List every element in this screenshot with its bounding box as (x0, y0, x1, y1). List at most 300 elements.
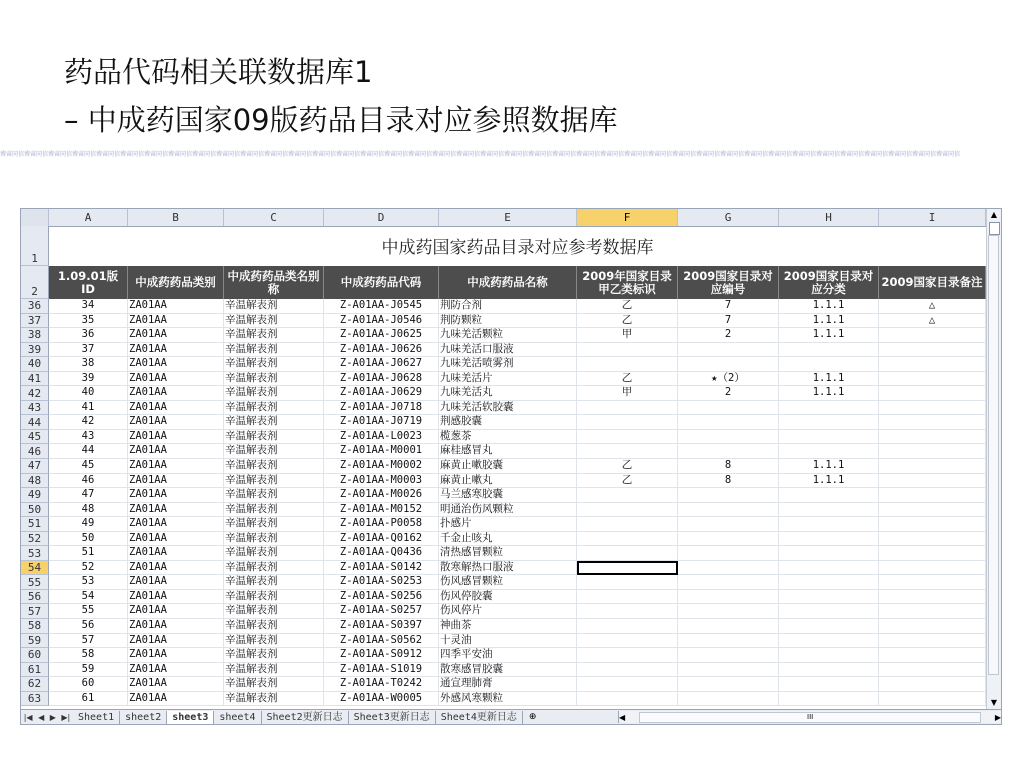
table-cell[interactable] (879, 619, 986, 634)
table-cell[interactable] (577, 575, 678, 590)
table-cell[interactable] (779, 503, 879, 518)
table-cell[interactable]: 辛温解表剂 (224, 372, 324, 387)
table-cell[interactable] (678, 343, 779, 358)
table-cell[interactable] (577, 677, 678, 692)
table-cell[interactable]: 1.1.1 (779, 474, 879, 489)
header-cell[interactable]: 2009年国家目录甲乙类标识 (577, 266, 678, 299)
table-cell[interactable] (577, 604, 678, 619)
table-cell[interactable]: Z-A01AA-J0718 (324, 401, 439, 416)
table-cell[interactable]: 34 (49, 299, 128, 314)
table-cell[interactable] (779, 692, 879, 707)
table-cell[interactable] (879, 372, 986, 387)
table-cell[interactable] (678, 663, 779, 678)
table-cell[interactable]: ZA01AA (128, 343, 224, 358)
prev-sheet-icon[interactable]: ◀ (38, 712, 45, 722)
table-cell[interactable]: Z-A01AA-S0257 (324, 604, 439, 619)
column-header-d[interactable]: D (324, 209, 439, 226)
table-cell[interactable] (879, 343, 986, 358)
table-cell[interactable]: ZA01AA (128, 677, 224, 692)
table-cell[interactable] (779, 532, 879, 547)
table-cell[interactable] (577, 444, 678, 459)
table-cell[interactable]: 39 (49, 372, 128, 387)
table-cell[interactable]: 伤风停胶囊 (439, 590, 577, 605)
table-cell[interactable] (577, 648, 678, 663)
table-cell[interactable]: 九味羌活口服液 (439, 343, 577, 358)
table-cell[interactable]: ZA01AA (128, 692, 224, 707)
table-cell[interactable]: 麻黄止嗽胶囊 (439, 459, 577, 474)
table-cell[interactable]: ZA01AA (128, 459, 224, 474)
table-cell[interactable]: Z-A01AA-J0627 (324, 357, 439, 372)
table-cell[interactable]: ZA01AA (128, 430, 224, 445)
table-cell[interactable]: 辛温解表剂 (224, 357, 324, 372)
table-cell[interactable] (779, 343, 879, 358)
row-number[interactable]: 39 (21, 343, 49, 358)
table-cell[interactable]: Z-A01AA-J0719 (324, 415, 439, 430)
table-cell[interactable] (879, 386, 986, 401)
table-cell[interactable]: 1.1.1 (779, 372, 879, 387)
table-cell[interactable]: 40 (49, 386, 128, 401)
table-cell[interactable]: Z-A01AA-M0152 (324, 503, 439, 518)
table-cell[interactable]: ZA01AA (128, 314, 224, 329)
table-cell[interactable]: ZA01AA (128, 372, 224, 387)
header-cell[interactable]: 1.09.01版 ID (49, 266, 128, 299)
table-cell[interactable]: ZA01AA (128, 415, 224, 430)
table-cell[interactable]: ZA01AA (128, 634, 224, 649)
next-sheet-icon[interactable]: ▶ (49, 712, 56, 722)
table-cell[interactable] (879, 474, 986, 489)
table-cell[interactable]: Z-A01AA-W0005 (324, 692, 439, 707)
table-cell[interactable] (779, 677, 879, 692)
header-cell[interactable]: 中成药药品类别 (128, 266, 224, 299)
table-cell[interactable]: Z-A01AA-J0625 (324, 328, 439, 343)
table-cell[interactable]: 辛温解表剂 (224, 430, 324, 445)
table-cell[interactable] (779, 401, 879, 416)
table-cell[interactable] (577, 663, 678, 678)
table-cell[interactable]: ZA01AA (128, 474, 224, 489)
table-cell[interactable]: 乙 (577, 372, 678, 387)
table-cell[interactable] (879, 430, 986, 445)
table-cell[interactable] (779, 604, 879, 619)
table-cell[interactable]: 神曲茶 (439, 619, 577, 634)
table-cell[interactable]: 60 (49, 677, 128, 692)
table-cell[interactable]: 甲 (577, 328, 678, 343)
table-cell[interactable]: 37 (49, 343, 128, 358)
table-cell[interactable]: Z-A01AA-M0002 (324, 459, 439, 474)
first-sheet-icon[interactable]: |◀ (23, 712, 33, 722)
table-cell[interactable] (678, 692, 779, 707)
table-cell[interactable] (879, 459, 986, 474)
table-cell[interactable]: ZA01AA (128, 575, 224, 590)
column-header-i[interactable]: I (879, 209, 986, 226)
table-cell[interactable] (879, 328, 986, 343)
table-cell[interactable]: 61 (49, 692, 128, 707)
row-number[interactable]: 38 (21, 328, 49, 343)
table-cell[interactable]: 辛温解表剂 (224, 590, 324, 605)
table-cell[interactable]: 四季平安油 (439, 648, 577, 663)
row-number[interactable]: 2 (21, 266, 49, 299)
scroll-right-icon[interactable]: ▶ (994, 712, 1001, 722)
table-cell[interactable] (577, 634, 678, 649)
column-header-c[interactable]: C (224, 209, 324, 226)
table-cell[interactable]: Z-A01AA-L0023 (324, 430, 439, 445)
table-cell[interactable]: 伤风感冒颗粒 (439, 575, 577, 590)
row-number[interactable]: 37 (21, 314, 49, 329)
table-cell[interactable] (779, 517, 879, 532)
table-cell[interactable] (577, 415, 678, 430)
insert-sheet-icon[interactable]: ⊕ (528, 712, 537, 722)
table-cell[interactable]: 1.1.1 (779, 386, 879, 401)
table-cell[interactable] (879, 357, 986, 372)
table-cell[interactable]: ZA01AA (128, 648, 224, 663)
table-cell[interactable]: ZA01AA (128, 532, 224, 547)
table-cell[interactable] (678, 415, 779, 430)
table-cell[interactable]: ZA01AA (128, 546, 224, 561)
row-number[interactable]: 48 (21, 474, 49, 489)
table-cell[interactable]: 辛温解表剂 (224, 561, 324, 576)
table-cell[interactable] (779, 415, 879, 430)
table-cell[interactable]: 通宣理肺膏 (439, 677, 577, 692)
table-cell[interactable] (678, 619, 779, 634)
row-number[interactable]: 54 (21, 561, 49, 576)
row-number[interactable]: 43 (21, 401, 49, 416)
table-cell[interactable]: 辛温解表剂 (224, 474, 324, 489)
table-cell[interactable]: 42 (49, 415, 128, 430)
header-cell[interactable]: 中成药药品类名别称 (224, 266, 324, 299)
table-cell[interactable] (879, 604, 986, 619)
table-cell[interactable]: 辛温解表剂 (224, 415, 324, 430)
table-cell[interactable]: 35 (49, 314, 128, 329)
row-number[interactable]: 60 (21, 648, 49, 663)
table-cell[interactable] (678, 444, 779, 459)
last-sheet-icon[interactable]: ▶| (61, 712, 71, 722)
table-cell[interactable]: 辛温解表剂 (224, 619, 324, 634)
row-number[interactable]: 51 (21, 517, 49, 532)
header-cell[interactable]: 2009国家目录对应分类 (779, 266, 879, 299)
table-cell[interactable]: △ (879, 299, 986, 314)
table-cell[interactable] (678, 561, 779, 576)
sheet-tab[interactable]: Sheet1 (73, 711, 120, 724)
table-cell[interactable]: 56 (49, 619, 128, 634)
table-cell[interactable]: Z-A01AA-S0253 (324, 575, 439, 590)
table-cell[interactable] (678, 648, 779, 663)
table-cell[interactable] (879, 488, 986, 503)
table-cell[interactable]: 7 (678, 299, 779, 314)
table-cell[interactable]: 53 (49, 575, 128, 590)
row-number[interactable]: 36 (21, 299, 49, 314)
table-cell[interactable]: ZA01AA (128, 386, 224, 401)
table-cell[interactable]: 7 (678, 314, 779, 329)
table-cell[interactable]: 辛温解表剂 (224, 677, 324, 692)
table-cell[interactable] (577, 561, 678, 576)
table-cell[interactable]: 57 (49, 634, 128, 649)
table-cell[interactable]: Z-A01AA-S0912 (324, 648, 439, 663)
table-cell[interactable]: 九味羌活片 (439, 372, 577, 387)
table-cell[interactable]: 乙 (577, 459, 678, 474)
table-cell[interactable]: ZA01AA (128, 401, 224, 416)
table-cell[interactable]: 榄葱茶 (439, 430, 577, 445)
table-cell[interactable] (779, 488, 879, 503)
row-number[interactable]: 45 (21, 430, 49, 445)
table-cell[interactable] (879, 401, 986, 416)
sheet-tab[interactable]: Sheet2更新日志 (262, 711, 349, 724)
table-cell[interactable]: 44 (49, 444, 128, 459)
table-cell[interactable]: 扑感片 (439, 517, 577, 532)
table-cell[interactable]: 辛温解表剂 (224, 648, 324, 663)
table-cell[interactable] (678, 357, 779, 372)
table-cell[interactable]: 辛温解表剂 (224, 299, 324, 314)
table-cell[interactable]: 麻黄止嗽丸 (439, 474, 577, 489)
table-cell[interactable]: ZA01AA (128, 663, 224, 678)
vertical-scroll-thumb[interactable] (988, 235, 999, 675)
sheet-title-cell[interactable]: 中成药国家药品目录对应参考数据库 (381, 238, 654, 258)
table-cell[interactable]: 九味羌活丸 (439, 386, 577, 401)
table-cell[interactable]: ZA01AA (128, 619, 224, 634)
row-number[interactable]: 41 (21, 372, 49, 387)
table-cell[interactable]: 47 (49, 488, 128, 503)
table-cell[interactable]: ZA01AA (128, 444, 224, 459)
row-number[interactable]: 59 (21, 634, 49, 649)
table-cell[interactable]: Z-A01AA-M0026 (324, 488, 439, 503)
row-number[interactable]: 57 (21, 604, 49, 619)
table-cell[interactable] (577, 619, 678, 634)
table-cell[interactable]: ZA01AA (128, 328, 224, 343)
table-cell[interactable]: 明通治伤风颗粒 (439, 503, 577, 518)
table-cell[interactable] (678, 575, 779, 590)
table-cell[interactable]: 麻桂感冒丸 (439, 444, 577, 459)
table-cell[interactable]: Z-A01AA-S0256 (324, 590, 439, 605)
scroll-up-icon[interactable]: ▲ (990, 210, 998, 219)
table-cell[interactable]: 49 (49, 517, 128, 532)
table-cell[interactable] (577, 430, 678, 445)
table-cell[interactable]: 辛温解表剂 (224, 663, 324, 678)
row-number[interactable]: 63 (21, 692, 49, 707)
column-header-f[interactable]: F (577, 209, 678, 226)
table-cell[interactable]: 乙 (577, 314, 678, 329)
row-number[interactable]: 58 (21, 619, 49, 634)
table-cell[interactable]: 辛温解表剂 (224, 386, 324, 401)
table-cell[interactable]: 辛温解表剂 (224, 532, 324, 547)
row-number[interactable]: 55 (21, 575, 49, 590)
table-cell[interactable]: 50 (49, 532, 128, 547)
table-cell[interactable]: 43 (49, 430, 128, 445)
table-cell[interactable] (879, 677, 986, 692)
table-cell[interactable] (879, 546, 986, 561)
table-cell[interactable] (678, 517, 779, 532)
header-cell[interactable]: 中成药药品代码 (324, 266, 439, 299)
table-cell[interactable]: 辛温解表剂 (224, 517, 324, 532)
table-cell[interactable] (879, 517, 986, 532)
scroll-down-icon[interactable]: ▼ (990, 698, 998, 707)
table-cell[interactable]: Z-A01AA-M0003 (324, 474, 439, 489)
row-number[interactable]: 40 (21, 357, 49, 372)
table-cell[interactable]: 55 (49, 604, 128, 619)
row-number[interactable]: 52 (21, 532, 49, 547)
row-number[interactable]: 61 (21, 663, 49, 678)
table-cell[interactable]: 辛温解表剂 (224, 401, 324, 416)
header-cell[interactable]: 中成药药品名称 (439, 266, 577, 299)
table-cell[interactable]: 45 (49, 459, 128, 474)
table-cell[interactable]: 1.1.1 (779, 314, 879, 329)
table-cell[interactable]: Z-A01AA-S1019 (324, 663, 439, 678)
table-cell[interactable]: 千金止咳丸 (439, 532, 577, 547)
table-cell[interactable] (779, 619, 879, 634)
table-cell[interactable] (577, 488, 678, 503)
table-cell[interactable]: Z-A01AA-J0545 (324, 299, 439, 314)
table-cell[interactable]: 辛温解表剂 (224, 444, 324, 459)
table-cell[interactable]: 51 (49, 546, 128, 561)
table-cell[interactable]: 1.1.1 (779, 299, 879, 314)
table-cell[interactable]: 乙 (577, 474, 678, 489)
table-cell[interactable]: 荆防颗粒 (439, 314, 577, 329)
table-cell[interactable] (779, 648, 879, 663)
table-cell[interactable]: 辛温解表剂 (224, 575, 324, 590)
table-cell[interactable]: Z-A01AA-P0058 (324, 517, 439, 532)
table-cell[interactable]: ZA01AA (128, 561, 224, 576)
table-cell[interactable]: 荆感胶囊 (439, 415, 577, 430)
table-cell[interactable]: 54 (49, 590, 128, 605)
table-cell[interactable]: 8 (678, 459, 779, 474)
sheet-tab[interactable]: sheet3 (167, 711, 214, 724)
table-cell[interactable]: Z-A01AA-Q0436 (324, 546, 439, 561)
table-cell[interactable]: 38 (49, 357, 128, 372)
vertical-scrollbar[interactable] (986, 209, 1001, 709)
table-cell[interactable] (779, 546, 879, 561)
table-cell[interactable] (879, 415, 986, 430)
row-number[interactable]: 1 (21, 226, 49, 266)
table-cell[interactable]: 辛温解表剂 (224, 546, 324, 561)
table-cell[interactable] (678, 401, 779, 416)
table-cell[interactable]: Z-A01AA-T0242 (324, 677, 439, 692)
table-cell[interactable] (779, 663, 879, 678)
table-cell[interactable]: 辛温解表剂 (224, 692, 324, 707)
table-cell[interactable]: 清热感冒颗粒 (439, 546, 577, 561)
table-cell[interactable] (879, 575, 986, 590)
table-cell[interactable]: 辛温解表剂 (224, 314, 324, 329)
table-cell[interactable] (879, 634, 986, 649)
column-header-h[interactable]: H (779, 209, 879, 226)
table-cell[interactable]: ZA01AA (128, 517, 224, 532)
table-cell[interactable] (678, 546, 779, 561)
table-cell[interactable]: Z-A01AA-M0001 (324, 444, 439, 459)
table-cell[interactable] (779, 357, 879, 372)
table-cell[interactable]: 乙 (577, 299, 678, 314)
table-cell[interactable]: 2 (678, 386, 779, 401)
row-number[interactable]: 47 (21, 459, 49, 474)
table-cell[interactable]: 辛温解表剂 (224, 328, 324, 343)
column-header-b[interactable]: B (128, 209, 224, 226)
table-cell[interactable] (779, 430, 879, 445)
table-cell[interactable]: 1.1.1 (779, 328, 879, 343)
table-cell[interactable] (678, 503, 779, 518)
table-cell[interactable]: ZA01AA (128, 590, 224, 605)
table-cell[interactable] (779, 634, 879, 649)
table-cell[interactable]: ZA01AA (128, 503, 224, 518)
table-cell[interactable]: 外感风寒颗粒 (439, 692, 577, 707)
row-number[interactable]: 50 (21, 503, 49, 518)
table-cell[interactable] (879, 444, 986, 459)
table-cell[interactable]: Z-A01AA-J0626 (324, 343, 439, 358)
row-number[interactable]: 56 (21, 590, 49, 605)
table-cell[interactable]: 48 (49, 503, 128, 518)
table-cell[interactable]: Z-A01AA-S0562 (324, 634, 439, 649)
table-cell[interactable]: 马兰感寒胶囊 (439, 488, 577, 503)
select-all-corner[interactable] (21, 209, 49, 226)
table-cell[interactable]: ZA01AA (128, 604, 224, 619)
table-cell[interactable]: 辛温解表剂 (224, 604, 324, 619)
horizontal-scrollbar[interactable] (618, 711, 1001, 723)
row-number[interactable]: 46 (21, 444, 49, 459)
table-cell[interactable] (678, 430, 779, 445)
table-cell[interactable] (577, 503, 678, 518)
table-cell[interactable] (879, 590, 986, 605)
table-cell[interactable]: △ (879, 314, 986, 329)
table-cell[interactable] (678, 677, 779, 692)
table-cell[interactable]: 59 (49, 663, 128, 678)
table-cell[interactable] (577, 357, 678, 372)
table-cell[interactable] (577, 692, 678, 707)
table-cell[interactable] (678, 604, 779, 619)
table-cell[interactable]: 散寒解热口服液 (439, 561, 577, 576)
table-cell[interactable] (678, 590, 779, 605)
sheet-tab[interactable]: Sheet4更新日志 (436, 711, 523, 724)
table-cell[interactable]: 36 (49, 328, 128, 343)
table-cell[interactable] (879, 503, 986, 518)
table-cell[interactable] (879, 648, 986, 663)
row-number[interactable]: 62 (21, 677, 49, 692)
table-cell[interactable]: 九味羌活颗粒 (439, 328, 577, 343)
table-cell[interactable]: 十灵油 (439, 634, 577, 649)
column-header-e[interactable]: E (439, 209, 577, 226)
row-number[interactable]: 42 (21, 386, 49, 401)
table-cell[interactable]: 41 (49, 401, 128, 416)
table-cell[interactable]: ★（2） (678, 372, 779, 387)
column-header-a[interactable]: A (49, 209, 128, 226)
scroll-left-icon[interactable]: ◀ (619, 712, 626, 722)
table-cell[interactable] (678, 488, 779, 503)
table-cell[interactable] (879, 532, 986, 547)
table-cell[interactable] (577, 590, 678, 605)
table-cell[interactable]: Z-A01AA-J0628 (324, 372, 439, 387)
table-cell[interactable]: 8 (678, 474, 779, 489)
column-header-g[interactable]: G (678, 209, 779, 226)
sheet-tab[interactable]: sheet2 (120, 711, 167, 724)
table-cell[interactable] (577, 546, 678, 561)
table-cell[interactable]: 荆防合剂 (439, 299, 577, 314)
table-cell[interactable] (779, 444, 879, 459)
table-cell[interactable]: 辛温解表剂 (224, 343, 324, 358)
header-cell[interactable]: 2009国家目录备注 (879, 266, 986, 299)
table-cell[interactable] (577, 401, 678, 416)
table-cell[interactable]: Z-A01AA-S0142 (324, 561, 439, 576)
table-cell[interactable]: 伤风停片 (439, 604, 577, 619)
table-cell[interactable]: Z-A01AA-S0397 (324, 619, 439, 634)
table-cell[interactable]: 九味羌活喷雾剂 (439, 357, 577, 372)
table-cell[interactable]: ZA01AA (128, 299, 224, 314)
table-cell[interactable]: 52 (49, 561, 128, 576)
table-cell[interactable]: ZA01AA (128, 488, 224, 503)
table-cell[interactable]: Z-A01AA-J0629 (324, 386, 439, 401)
table-cell[interactable]: 辛温解表剂 (224, 459, 324, 474)
table-cell[interactable]: 1.1.1 (779, 459, 879, 474)
table-cell[interactable] (577, 517, 678, 532)
table-cell[interactable]: Z-A01AA-Q0162 (324, 532, 439, 547)
table-cell[interactable]: 2 (678, 328, 779, 343)
table-cell[interactable]: ZA01AA (128, 357, 224, 372)
sheet-tab[interactable]: Sheet3更新日志 (349, 711, 436, 724)
table-cell[interactable]: 辛温解表剂 (224, 503, 324, 518)
table-cell[interactable] (678, 532, 779, 547)
row-number[interactable]: 49 (21, 488, 49, 503)
